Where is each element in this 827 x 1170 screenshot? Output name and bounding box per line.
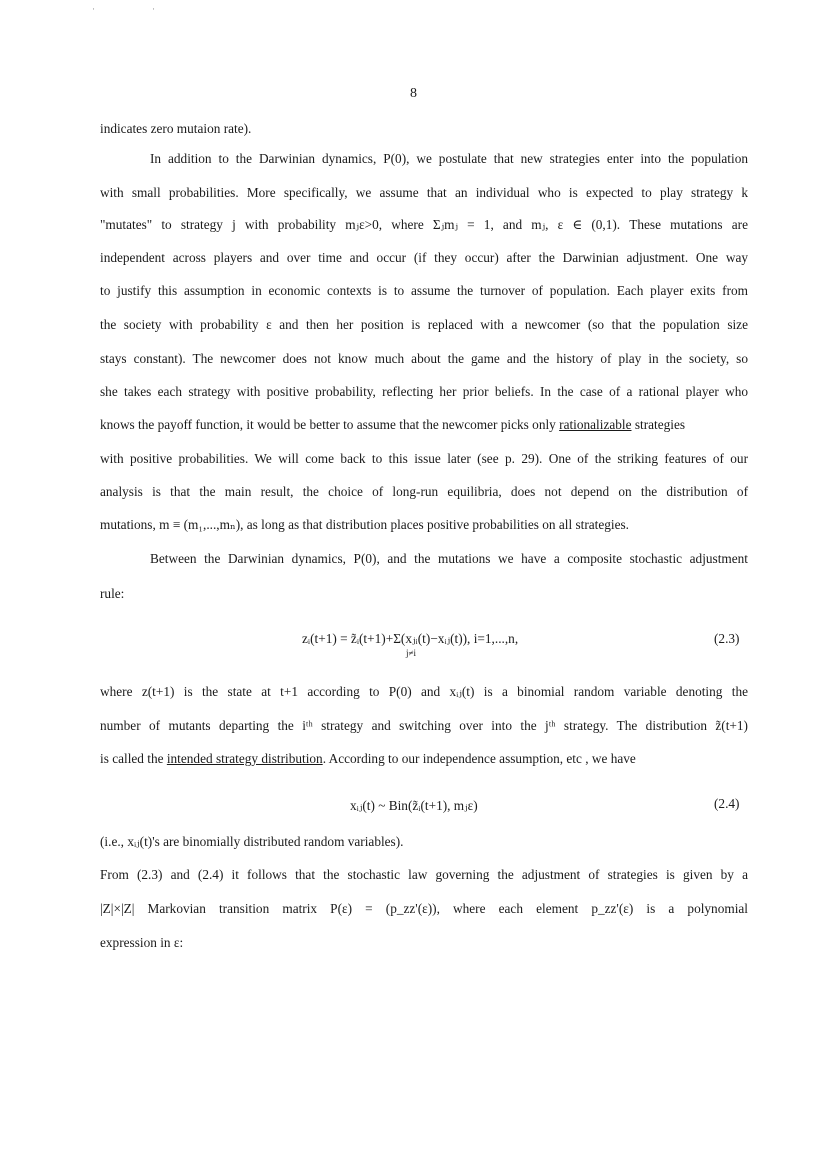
scan-artifact: · [92,4,95,14]
text-segment: knows the payoff function, it would be better to assume that the newcomer picks only [100,417,556,432]
equation-number: (2.4) [714,796,740,811]
equation-2-4: xᵢⱼ(t) ~ Bin(z̃ᵢ(t+1), mⱼε) [350,798,478,813]
emphasized-term: rationalizable [559,417,632,432]
equation-2-3: zᵢ(t+1) = z̃ᵢ(t+1)+Σ(xⱼᵢ(t)−xᵢⱼ(t)), i=1,...,n, [302,631,519,646]
text-line [100,416,748,434]
text-line: to justify this assumption in economic contexts is to assume the turnover of population. Each player exits from [100,283,748,298]
equation-subscript: j≠i [406,648,416,658]
text-line: the society with probability ε and then her position is replaced with a newcomer (so that the population size [100,317,748,332]
text-line: with small probabilities. More specifically, we assume that an individual who is expected to play strategy k [100,185,748,200]
text-line: mutations, m ≡ (m₁,...,mₙ), as long as that distribution places positive probabilities on all strategies. [100,517,629,532]
scan-artifact: · [152,4,155,14]
text-line: where z(t+1) is the state at t+1 according to P(0) and xᵢⱼ(t) is a binomial random variable denoting the [100,684,748,699]
text-line: indicates zero mutaion rate). [100,121,252,136]
text-line: rule: [100,586,125,601]
text-line: she takes each strategy with positive probability, reflecting her prior beliefs. In the case of a rational player who [100,384,748,399]
text-line: In addition to the Darwinian dynamics, P(0), we postulate that new strategies enter into the population [150,151,748,166]
text-line: stays constant). The newcomer does not know much about the game and the history of play in the society, so [100,351,748,366]
text-segment: strategies [634,417,686,432]
text-line [100,750,750,768]
equation-number: (2.3) [714,631,740,646]
text-line: From (2.3) and (2.4) it follows that the stochastic law governing the adjustment of strategies is given by a [100,867,748,882]
text-line: Between the Darwinian dynamics, P(0), and the mutations we have a composite stochastic adjustment [150,551,748,566]
text-line: (i.e., xᵢⱼ(t)'s are binomially distributed random variables). [100,834,404,849]
page-number: 8 [410,86,417,101]
text-line: number of mutants departing the iᵗʰ strategy and switching over into the jᵗʰ strategy. The distribution z̃(t+1) [100,718,748,733]
text-line: expression in ε: [100,935,184,950]
text-line: analysis is that the main result, the choice of long-run equilibria, does not depend on the distribution of [100,484,748,499]
emphasized-term: intended strategy distribution [166,751,323,766]
text-segment: . According to our independence assumption, etc , we have [322,751,636,766]
text-line: "mutates" to strategy j with probability mⱼε>0, where Σⱼmⱼ = 1, and mⱼ, ε ∈ (0,1). These mutations are [100,217,748,232]
text-line: |Z|×|Z| Markovian transition matrix P(ε) = (p_zz'(ε)), where each element p_zz'(ε) is a polynomial [100,901,748,916]
text-segment: is called the [100,751,164,766]
text-line: with positive probabilities. We will come back to this issue later (see p. 29). One of the striking features of our [100,451,748,466]
text-line: independent across players and over time and occur (if they occur) after the Darwinian adjustment. One way [100,250,748,265]
